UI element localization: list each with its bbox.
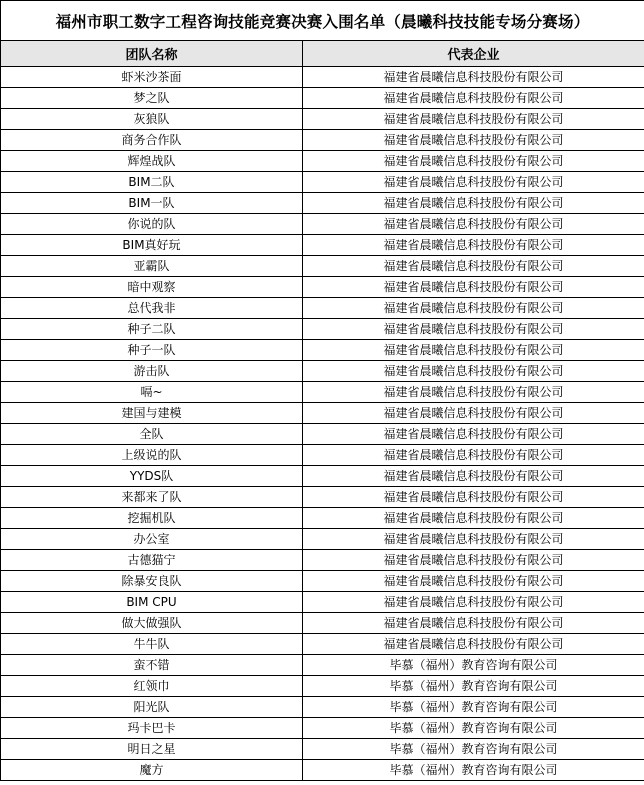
team-name-cell: 上级说的队 — [1, 445, 303, 466]
team-name-cell: 除暴安良队 — [1, 571, 303, 592]
table-row — [1, 403, 644, 424]
column-header-team: 团队名称 — [1, 41, 303, 67]
company-cell: 福建省晨曦信息科技股份有限公司 — [303, 235, 644, 256]
table-row — [1, 571, 644, 592]
team-name-cell: 挖掘机队 — [1, 508, 303, 529]
company-cell: 毕慕（福州）教育咨询有限公司 — [303, 655, 644, 676]
team-name-cell: 来都来了队 — [1, 487, 303, 508]
company-cell: 福建省晨曦信息科技股份有限公司 — [303, 361, 644, 382]
table-row — [1, 508, 644, 529]
company-cell: 福建省晨曦信息科技股份有限公司 — [303, 256, 644, 277]
table-row — [1, 676, 644, 697]
company-cell: 毕慕（福州）教育咨询有限公司 — [303, 760, 644, 781]
table-row — [1, 466, 644, 487]
company-cell: 福建省晨曦信息科技股份有限公司 — [303, 382, 644, 403]
table-row — [1, 256, 644, 277]
company-cell: 福建省晨曦信息科技股份有限公司 — [303, 613, 644, 634]
team-name-cell: 种子二队 — [1, 319, 303, 340]
team-name-cell: BIM真好玩 — [1, 235, 303, 256]
table-row — [1, 298, 644, 319]
table-row — [1, 382, 644, 403]
company-cell: 福建省晨曦信息科技股份有限公司 — [303, 424, 644, 445]
team-name-cell: BIM CPU — [1, 592, 303, 613]
team-name-cell: 虾米沙茶面 — [1, 67, 303, 88]
company-cell: 福建省晨曦信息科技股份有限公司 — [303, 130, 644, 151]
team-name-cell: 牛牛队 — [1, 634, 303, 655]
table-row — [1, 529, 644, 550]
team-name-cell: 总代我非 — [1, 298, 303, 319]
table-row — [1, 109, 644, 130]
company-cell: 毕慕（福州）教育咨询有限公司 — [303, 676, 644, 697]
table-row — [1, 130, 644, 151]
company-cell: 福建省晨曦信息科技股份有限公司 — [303, 277, 644, 298]
company-cell: 福建省晨曦信息科技股份有限公司 — [303, 445, 644, 466]
company-cell: 福建省晨曦信息科技股份有限公司 — [303, 466, 644, 487]
table-row — [1, 655, 644, 676]
company-cell: 福建省晨曦信息科技股份有限公司 — [303, 634, 644, 655]
company-cell: 福建省晨曦信息科技股份有限公司 — [303, 172, 644, 193]
table-row — [1, 634, 644, 655]
team-name-cell: 蛮不错 — [1, 655, 303, 676]
table-row — [1, 88, 644, 109]
column-header-company: 代表企业 — [303, 41, 644, 67]
company-cell: 毕慕（福州）教育咨询有限公司 — [303, 739, 644, 760]
table-row — [1, 319, 644, 340]
company-cell: 福建省晨曦信息科技股份有限公司 — [303, 403, 644, 424]
team-name-cell: 暗中观察 — [1, 277, 303, 298]
company-cell: 福建省晨曦信息科技股份有限公司 — [303, 109, 644, 130]
team-name-cell: 你说的队 — [1, 214, 303, 235]
team-name-cell: 阳光队 — [1, 697, 303, 718]
team-name-cell: 商务合作队 — [1, 130, 303, 151]
header-row — [1, 41, 644, 67]
company-cell: 福建省晨曦信息科技股份有限公司 — [303, 214, 644, 235]
title-row — [1, 1, 644, 41]
page-title: 福州市职工数字工程咨询技能竞赛决赛入围名单（晨曦科技技能专场分赛场） — [1, 1, 644, 41]
table-row — [1, 151, 644, 172]
table-row — [1, 193, 644, 214]
team-name-cell: 全队 — [1, 424, 303, 445]
team-name-cell: 玛卡巴卡 — [1, 718, 303, 739]
table-row — [1, 67, 644, 88]
team-name-cell: BIM二队 — [1, 172, 303, 193]
company-cell: 福建省晨曦信息科技股份有限公司 — [303, 193, 644, 214]
team-name-cell: 亚霸队 — [1, 256, 303, 277]
team-name-cell: 灰狼队 — [1, 109, 303, 130]
company-cell: 福建省晨曦信息科技股份有限公司 — [303, 550, 644, 571]
team-name-cell: BIM一队 — [1, 193, 303, 214]
team-name-cell: 嗝~ — [1, 382, 303, 403]
company-cell: 福建省晨曦信息科技股份有限公司 — [303, 508, 644, 529]
team-name-cell: 明日之星 — [1, 739, 303, 760]
table-row — [1, 361, 644, 382]
team-name-cell: 魔方 — [1, 760, 303, 781]
company-cell: 福建省晨曦信息科技股份有限公司 — [303, 340, 644, 361]
table-row — [1, 424, 644, 445]
team-name-cell: 建国与建模 — [1, 403, 303, 424]
team-name-cell: 做大做强队 — [1, 613, 303, 634]
table-row — [1, 277, 644, 298]
team-name-cell: 种子一队 — [1, 340, 303, 361]
table-row — [1, 613, 644, 634]
table-row — [1, 739, 644, 760]
team-name-cell: 梦之队 — [1, 88, 303, 109]
table-row — [1, 487, 644, 508]
company-cell: 福建省晨曦信息科技股份有限公司 — [303, 298, 644, 319]
team-name-cell: 古德猫宁 — [1, 550, 303, 571]
table-row — [1, 445, 644, 466]
company-cell: 福建省晨曦信息科技股份有限公司 — [303, 487, 644, 508]
table-row — [1, 235, 644, 256]
company-cell: 毕慕（福州）教育咨询有限公司 — [303, 718, 644, 739]
table-row — [1, 214, 644, 235]
company-cell: 福建省晨曦信息科技股份有限公司 — [303, 319, 644, 340]
company-cell: 福建省晨曦信息科技股份有限公司 — [303, 529, 644, 550]
team-name-cell: YYDS队 — [1, 466, 303, 487]
table-row — [1, 172, 644, 193]
company-cell: 福建省晨曦信息科技股份有限公司 — [303, 151, 644, 172]
table-row — [1, 718, 644, 739]
company-cell: 福建省晨曦信息科技股份有限公司 — [303, 592, 644, 613]
company-cell: 福建省晨曦信息科技股份有限公司 — [303, 88, 644, 109]
table-row — [1, 697, 644, 718]
company-cell: 福建省晨曦信息科技股份有限公司 — [303, 571, 644, 592]
company-cell: 福建省晨曦信息科技股份有限公司 — [303, 67, 644, 88]
table-row — [1, 340, 644, 361]
table-body — [1, 67, 644, 781]
table-row — [1, 760, 644, 781]
company-cell: 毕慕（福州）教育咨询有限公司 — [303, 697, 644, 718]
table-row — [1, 592, 644, 613]
team-name-cell: 办公室 — [1, 529, 303, 550]
team-name-cell: 游击队 — [1, 361, 303, 382]
team-name-cell: 红领巾 — [1, 676, 303, 697]
table-row — [1, 550, 644, 571]
team-name-cell: 辉煌战队 — [1, 151, 303, 172]
